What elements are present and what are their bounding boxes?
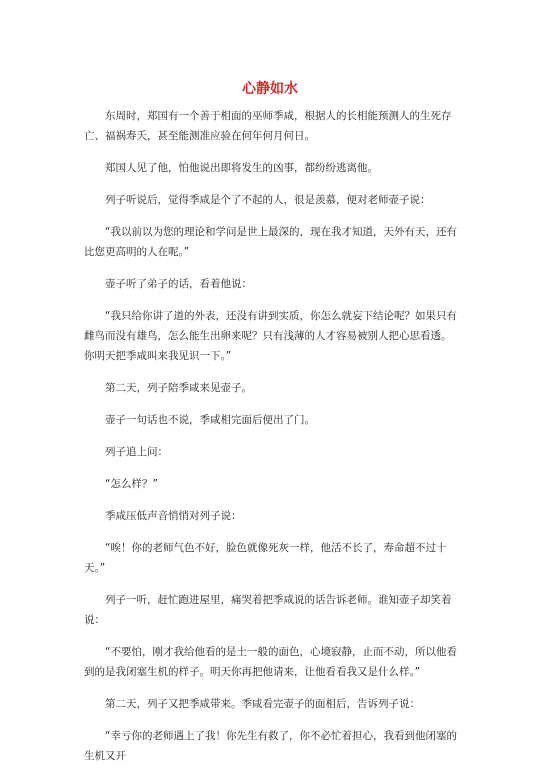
paragraph: 东周时，郑国有一个善于相面的巫师季咸，根据人的长相能预测人的生死存亡、福祸寿夭，甚至能测准应验在何年何月何日。 <box>84 110 452 142</box>
paragraph: 季咸压低声音悄悄对列子说： <box>105 510 242 522</box>
paragraph: 第二天，列子又把季咸带来。季咸看完壶子的面相后，告诉列子说： <box>105 698 420 710</box>
paragraph: “怎么样？” <box>105 478 158 490</box>
document-title: 心静如水 <box>242 81 298 97</box>
paragraph: 郑国人见了他，怕他说出即将发生的凶事，都纷纷逃离他。 <box>105 162 378 174</box>
paragraph: “我只给你讲了道的外表，还没有讲到实质，你怎么就妄下结论呢？如果只有雌鸟而没有雄鸟，怎么能生出卵来呢？只有浅薄的人才容易被别人把心思看透。你明天把季咸叫来我见识一下。” <box>84 310 457 362</box>
paragraph: 列子追上问： <box>105 446 168 458</box>
paragraph: 第二天，列子陪季咸来见壶子。 <box>105 382 252 394</box>
document-body <box>84 106 458 778</box>
paragraph: “不要怕，刚才我给他看的是土一般的面色，心境寂静，止而不动，所以他看到的是我闭塞生机的样子。明天你再把他请来，让他看看我又是什么样。” <box>84 646 457 678</box>
paragraph: “幸亏你的老师遇上了我！你先生有救了，你不必忙着担心，我看到他闭塞的生机又开 <box>84 730 457 762</box>
paragraph: 列子一听，赶忙跑进屋里，痛哭着把季咸说的话告诉老师。谁知壶子却笑着说： <box>84 594 452 626</box>
paragraph: 壶子听了弟子的话，看着他说： <box>105 278 252 290</box>
paragraph: 壶子一句话也不说，季咸相完面后便出了门。 <box>105 414 315 426</box>
paragraph: 列子听说后，觉得季咸是个了不起的人，很是羡慕，便对老师壶子说： <box>105 194 431 206</box>
paragraph: “唉！你的老师气色不好，脸色就像死灰一样，他活不长了，寿命超不过十天。” <box>84 542 447 574</box>
paragraph: “我以前以为您的理论和学问是世上最深的，现在我才知道，天外有天，还有比您更高明的人在呢。” <box>84 226 457 258</box>
